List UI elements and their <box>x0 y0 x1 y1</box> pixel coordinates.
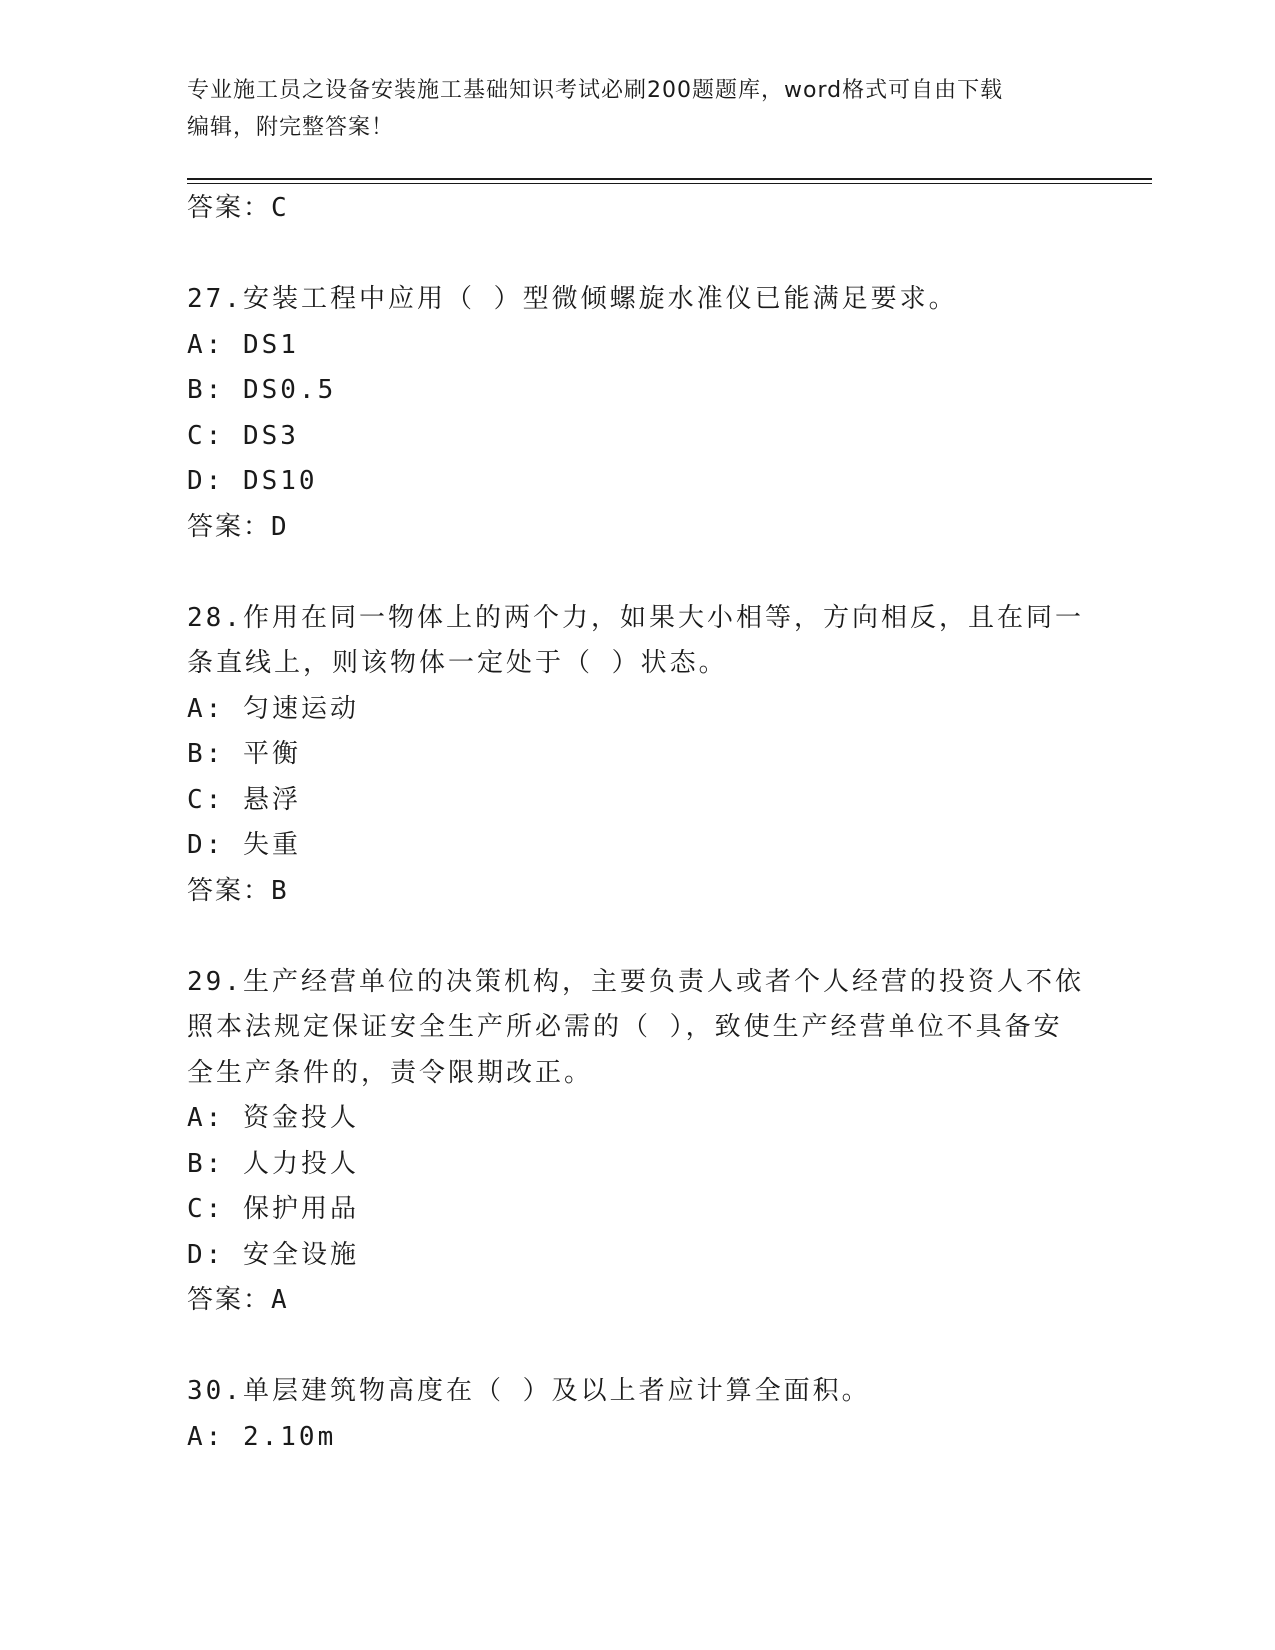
answer-value: A <box>271 1285 289 1315</box>
question-text: 29.生产经营单位的决策机构，主要负责人或者个人经营的投资人不依 <box>187 966 1084 997</box>
option-a: A: 资金投人 <box>187 1103 359 1133</box>
spacer <box>187 1324 1087 1370</box>
question-text: 全生产条件的，责令限期改正。 <box>187 1057 594 1088</box>
answer-value: D <box>271 511 289 542</box>
spacer <box>187 232 1087 278</box>
answer-line <box>187 869 1087 915</box>
answer-value: C <box>271 193 289 223</box>
header-line-2: 编辑，附完整答案！ <box>187 115 395 140</box>
answer-value: B <box>271 875 289 906</box>
answer-label: 答案： <box>187 193 272 223</box>
document-body <box>187 186 1087 1460</box>
header-line-1: 专业施工员之设备安装施工基础知识考试必刷200题题库，word格式可自由下载 <box>187 78 1004 103</box>
header-rule-thin <box>187 183 1152 184</box>
answer-line <box>187 186 1087 232</box>
option-b: B: DS0.5 <box>187 375 337 405</box>
option-a: A: 2.10m <box>187 1421 337 1452</box>
question-text: 照本法规定保证安全生产所必需的（ ），致使生产经营单位不具备安 <box>187 1012 1063 1042</box>
question-text: 27.安装工程中应用（ ）型微倾螺旋水准仪已能满足要求。 <box>187 284 958 314</box>
option-d: D: 安全设施 <box>187 1239 359 1270</box>
question-29 <box>187 960 1087 1324</box>
question-text: 30.单层建筑物高度在（ ）及以上者应计算全面积。 <box>187 1376 871 1406</box>
option-c: C: DS3 <box>187 420 299 451</box>
option-a: A: DS1 <box>187 329 299 360</box>
question-text: 条直线上，则该物体一定处于（ ）状态。 <box>187 648 728 678</box>
option-a: A: 匀速运动 <box>187 693 359 724</box>
question-30 <box>187 1369 1087 1460</box>
spacer <box>187 550 1087 596</box>
option-d: D: 失重 <box>187 830 301 860</box>
option-c: C: 保护用品 <box>187 1194 359 1224</box>
option-c: C: 悬浮 <box>187 784 301 815</box>
spacer <box>187 914 1087 960</box>
answer-line <box>187 505 1087 551</box>
option-b: B: 人力投人 <box>187 1148 359 1179</box>
question-text: 28.作用在同一物体上的两个力，如果大小相等，方向相反，且在同一 <box>187 602 1084 633</box>
question-27 <box>187 277 1087 550</box>
answer-line <box>187 1278 1087 1324</box>
question-28 <box>187 596 1087 915</box>
option-d: D: DS10 <box>187 466 318 496</box>
option-b: B: 平衡 <box>187 739 301 769</box>
answer-label: 答案： <box>187 875 272 906</box>
header-rule-thick <box>187 178 1152 180</box>
answer-label: 答案： <box>187 1285 272 1315</box>
page-header <box>187 72 1067 146</box>
answer-label: 答案： <box>187 511 272 542</box>
